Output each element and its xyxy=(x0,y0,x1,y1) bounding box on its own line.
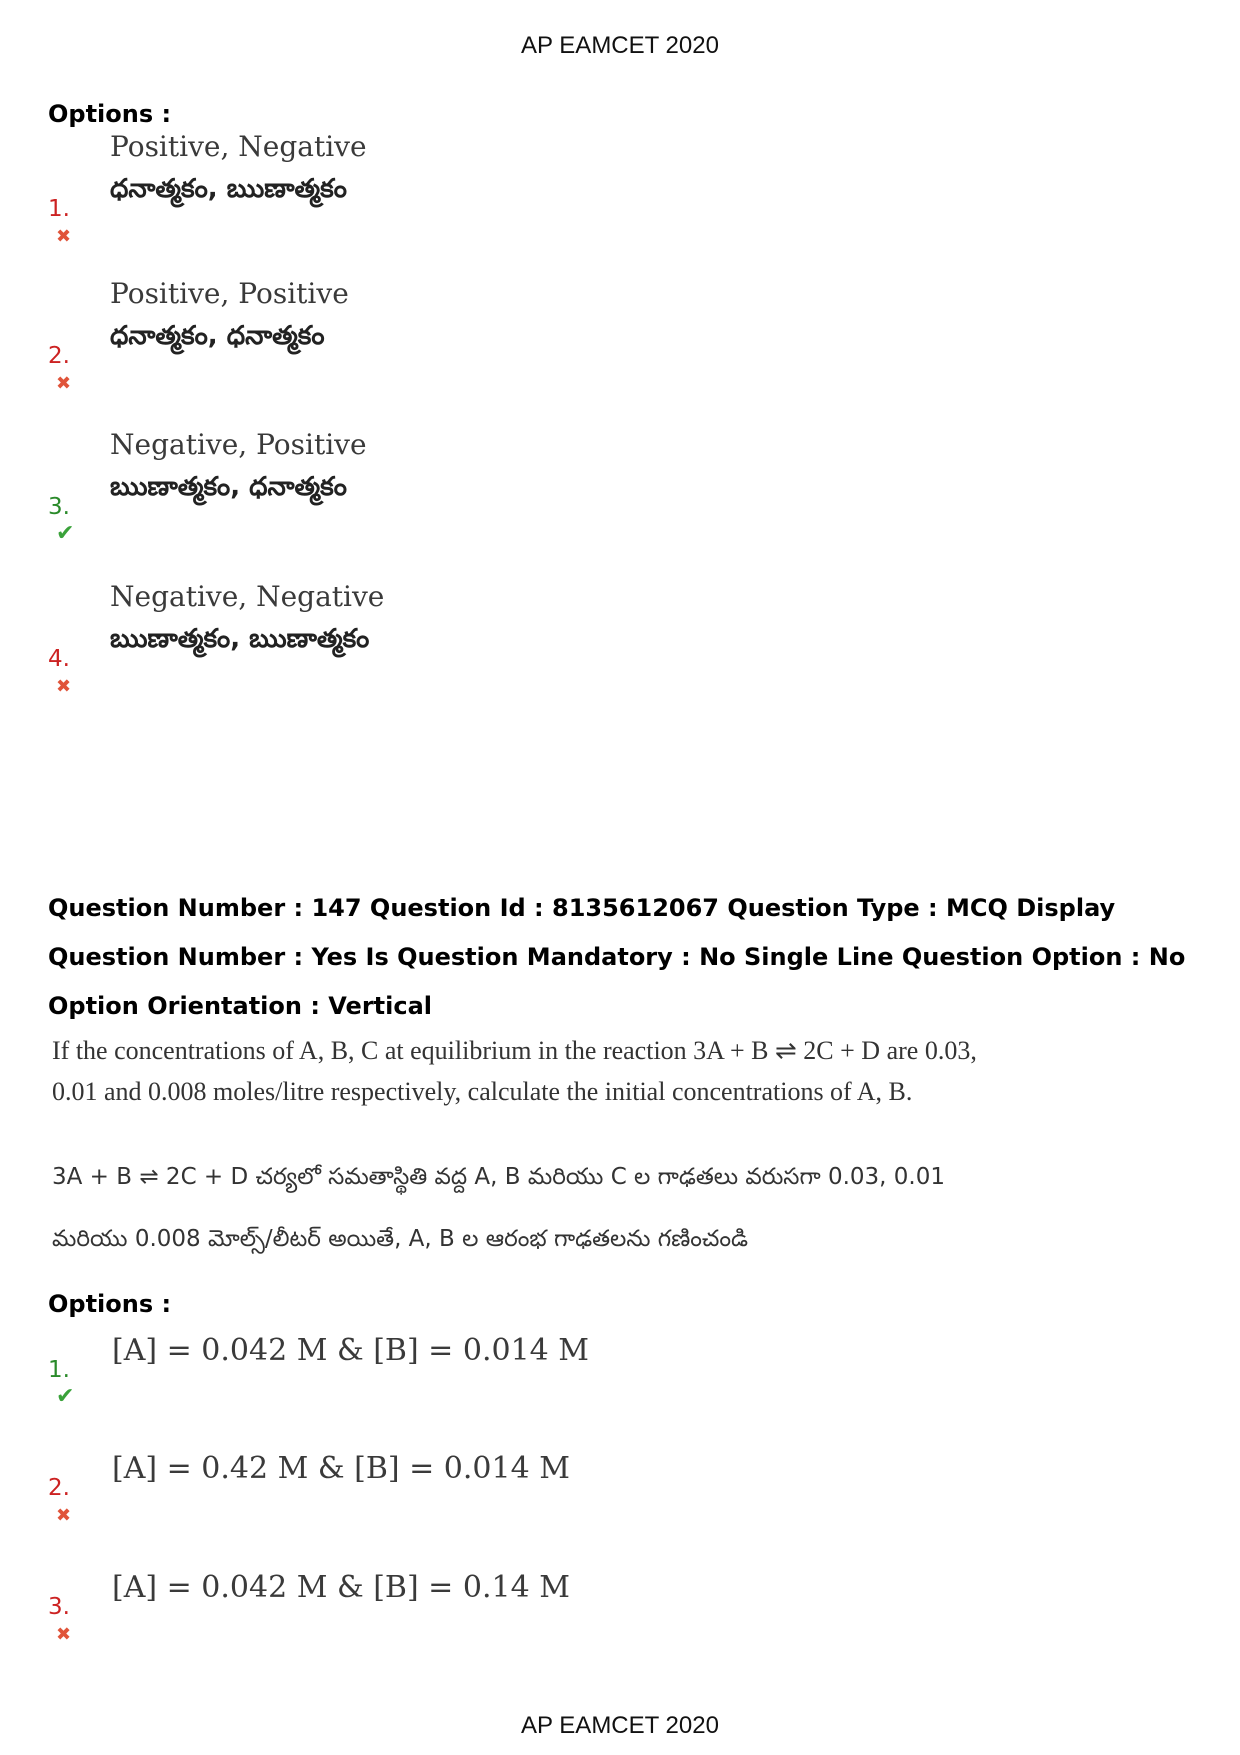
option-telugu-text: ధనాత్మకం, ఋణాత్మకం xyxy=(110,174,347,204)
option-telugu-text: ఋణాత్మకం, ఋణాత్మకం xyxy=(110,624,370,654)
option-english-text: Negative, Positive xyxy=(110,428,367,461)
option-answer-text: [A] = 0.42 M & [B] = 0.014 M xyxy=(112,1451,570,1486)
check-icon: ✔ xyxy=(56,521,75,546)
option-number: 4.✖ xyxy=(48,646,72,697)
options-label: Options : xyxy=(48,100,172,128)
question-text-te-line1: 3A + B ⇌ 2C + D చర్యలో సమతాస్థితి వద్ద A, B మరియు C ల గాఢతలు వరుసగా 0.03, 0.01 xyxy=(52,1164,945,1190)
page-footer: AP EAMCET 2020 xyxy=(521,1712,719,1739)
option-number: 1.✖ xyxy=(48,196,72,247)
option-number: 1.✔ xyxy=(48,1357,75,1409)
page-header: AP EAMCET 2020 xyxy=(521,32,719,59)
option-telugu-text: ధనాత్మకం, ధనాత్మకం xyxy=(110,321,325,351)
option-english-text: Negative, Negative xyxy=(110,580,385,613)
option-answer-text: [A] = 0.042 M & [B] = 0.014 M xyxy=(112,1333,589,1368)
question-text-en-line2: 0.01 and 0.008 moles/litre respectively, calculate the initial concentrations of A, B. xyxy=(52,1077,913,1106)
option-number: 2.✖ xyxy=(48,1475,72,1526)
option-english-text: Positive, Positive xyxy=(110,277,349,310)
option-telugu-text: ఋణాత్మకం, ధనాత్మకం xyxy=(110,472,347,502)
option-answer-text: [A] = 0.042 M & [B] = 0.14 M xyxy=(112,1570,570,1605)
option-number: 3.✔ xyxy=(48,494,75,546)
question-text-te-line2: మరియు 0.008 మోల్స్/లీటర్ అయితే, A, B ల ఆరంభ గాఢతలను గణించండి xyxy=(52,1226,749,1252)
cross-icon: ✖ xyxy=(56,226,72,247)
cross-icon: ✖ xyxy=(56,1624,72,1645)
option-number: 3.✖ xyxy=(48,1594,72,1645)
cross-icon: ✖ xyxy=(56,676,72,697)
cross-icon: ✖ xyxy=(56,1505,72,1526)
cross-icon: ✖ xyxy=(56,373,72,394)
option-number: 2.✖ xyxy=(48,343,72,394)
options-label: Options : xyxy=(48,1290,172,1318)
check-icon: ✔ xyxy=(56,1384,75,1409)
question-text-en-line1: If the concentrations of A, B, C at equilibrium in the reaction 3A + B ⇌ 2C + D are 0.03, xyxy=(52,1036,977,1065)
option-english-text: Positive, Negative xyxy=(110,130,367,163)
question-meta: Question Number : 147 Question Id : 8135612067 Question Type : MCQ Display Question Number : Yes Is Question Mandatory : No Single Line Question Option : No Option Orientation : Vertical xyxy=(48,894,1186,1020)
